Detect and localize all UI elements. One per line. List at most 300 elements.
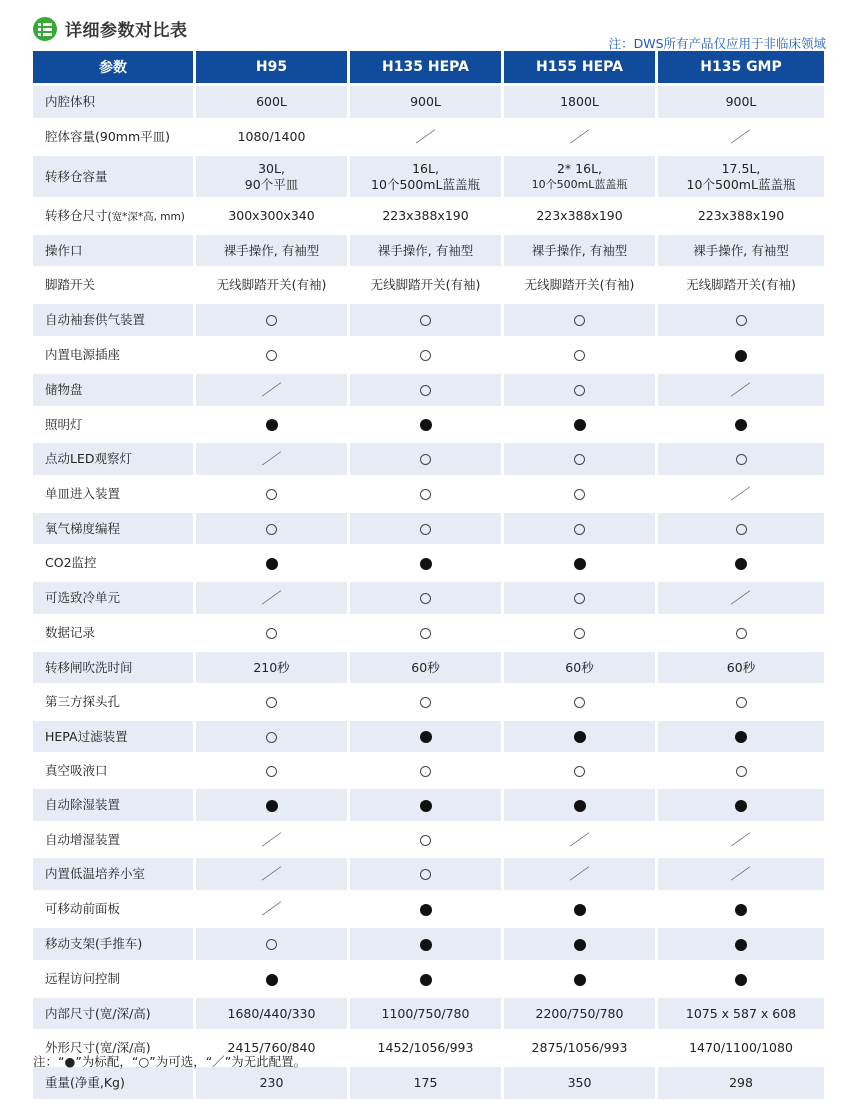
table-cell bbox=[658, 617, 824, 649]
table-row bbox=[33, 200, 824, 232]
optional-open-circle-icon bbox=[266, 697, 277, 708]
standard-filled-dot-icon bbox=[574, 974, 586, 986]
table-cell bbox=[504, 858, 655, 890]
table-cell bbox=[504, 963, 655, 995]
optional-open-circle-icon bbox=[420, 524, 431, 535]
table-header-row bbox=[33, 51, 824, 83]
param-label bbox=[33, 339, 193, 371]
table-cell bbox=[504, 686, 655, 718]
optional-open-circle-icon bbox=[736, 628, 747, 639]
param-label-text: 单皿进入装置 bbox=[45, 486, 121, 501]
not-available-slash-icon: ／ bbox=[730, 830, 752, 849]
table-cell bbox=[658, 547, 824, 579]
cell-value: 2200/750/780 bbox=[535, 1005, 624, 1021]
optional-open-circle-icon bbox=[574, 350, 585, 361]
param-label-text: 真空吸液口 bbox=[45, 762, 108, 778]
table-cell bbox=[196, 789, 347, 821]
not-available-slash-icon: ／ bbox=[730, 865, 752, 884]
table-cell bbox=[504, 582, 655, 614]
table-row bbox=[33, 686, 824, 718]
param-label bbox=[33, 928, 193, 960]
standard-filled-dot-icon bbox=[574, 731, 586, 743]
param-label-text: 内腔体积 bbox=[45, 94, 96, 109]
standard-filled-dot-icon bbox=[574, 939, 586, 951]
cell-value: 223x388x190 bbox=[536, 208, 623, 223]
table-cell bbox=[350, 652, 501, 683]
table-cell bbox=[196, 513, 347, 544]
param-label-text: 照明灯 bbox=[45, 416, 83, 432]
table-row bbox=[33, 156, 824, 197]
cell-value: 1100/750/780 bbox=[381, 1005, 470, 1021]
param-label bbox=[33, 156, 193, 197]
table-cell bbox=[504, 1067, 655, 1099]
param-label-text: 点动LED观察灯 bbox=[45, 451, 132, 466]
table-cell bbox=[504, 156, 655, 197]
table-cell bbox=[504, 928, 655, 960]
table-cell bbox=[350, 304, 501, 336]
param-label-text: 可选致冷单元 bbox=[45, 590, 121, 605]
table-cell bbox=[504, 269, 655, 301]
table-cell bbox=[504, 652, 655, 683]
table-cell bbox=[350, 824, 501, 855]
table-cell bbox=[658, 304, 824, 336]
not-available-slash-icon: ／ bbox=[260, 381, 283, 400]
table-cell bbox=[350, 443, 501, 475]
param-label bbox=[33, 998, 193, 1029]
param-label bbox=[33, 755, 193, 786]
param-label bbox=[33, 443, 193, 475]
param-label-text: 转移仓容量 bbox=[45, 168, 108, 184]
table-row bbox=[33, 86, 824, 118]
table-cell bbox=[658, 928, 824, 960]
table-cell bbox=[658, 582, 824, 614]
param-label-text: 内置电源插座 bbox=[45, 347, 121, 362]
param-label bbox=[33, 409, 193, 440]
optional-open-circle-icon bbox=[736, 315, 747, 326]
cell-value: 2875/1056/993 bbox=[531, 1040, 628, 1055]
not-available-slash-icon: ／ bbox=[260, 830, 283, 849]
optional-open-circle-icon bbox=[266, 524, 277, 535]
param-label bbox=[33, 582, 193, 614]
standard-filled-dot-icon bbox=[735, 904, 747, 916]
standard-filled-dot-icon bbox=[735, 800, 747, 812]
param-label-text: 内部尺寸(宽/深/高) bbox=[45, 1005, 151, 1021]
table-cell bbox=[658, 721, 824, 752]
optional-open-circle-icon bbox=[736, 697, 747, 708]
table-cell bbox=[658, 652, 824, 683]
cell-value: 298 bbox=[729, 1075, 753, 1090]
optional-open-circle-icon bbox=[574, 593, 585, 604]
param-label-text: 外形尺寸(宽/深/高) bbox=[45, 1040, 151, 1055]
standard-filled-dot-icon bbox=[420, 419, 432, 431]
param-label bbox=[33, 652, 193, 683]
cell-value: 2415/760/840 bbox=[227, 1040, 316, 1055]
table-row bbox=[33, 304, 824, 336]
not-available-slash-icon: ／ bbox=[414, 128, 437, 147]
column-header-model: H135 HEPA bbox=[350, 51, 501, 83]
table-row bbox=[33, 121, 824, 153]
cell-value: 无线脚踏开关(有袖) bbox=[216, 277, 327, 292]
table-cell bbox=[504, 304, 655, 336]
optional-open-circle-icon bbox=[420, 385, 431, 396]
not-available-slash-icon: ／ bbox=[730, 589, 752, 608]
standard-filled-dot-icon bbox=[735, 558, 747, 570]
cell-value: 1080/1400 bbox=[237, 129, 306, 144]
table-cell bbox=[658, 339, 824, 371]
table-cell bbox=[196, 547, 347, 579]
cell-line: 90个平皿 bbox=[244, 176, 299, 192]
optional-open-circle-icon bbox=[736, 524, 747, 535]
table-row bbox=[33, 478, 824, 510]
cell-value: 223x388x190 bbox=[382, 208, 469, 223]
table-cell bbox=[504, 86, 655, 118]
table-cell bbox=[196, 374, 347, 406]
table-row bbox=[33, 582, 824, 614]
table-cell bbox=[196, 928, 347, 960]
column-header-model: H95 bbox=[196, 51, 347, 83]
param-label-text: CO2监控 bbox=[45, 555, 97, 570]
cell-value: 600L bbox=[256, 94, 287, 109]
param-label bbox=[33, 121, 193, 153]
param-label-text: 移动支架(手推车) bbox=[45, 936, 143, 951]
cell-line: 2* 16L, bbox=[556, 160, 603, 176]
table-cell bbox=[196, 686, 347, 718]
standard-filled-dot-icon bbox=[266, 558, 278, 570]
table-cell bbox=[658, 1032, 824, 1064]
param-label bbox=[33, 824, 193, 855]
optional-open-circle-icon bbox=[574, 628, 585, 639]
standard-filled-dot-icon bbox=[420, 974, 432, 986]
table-cell bbox=[504, 478, 655, 510]
param-label-text: 自动袖套供气装置 bbox=[45, 312, 146, 327]
table-cell bbox=[350, 374, 501, 406]
optional-open-circle-icon bbox=[420, 315, 431, 326]
param-label-unit: (宽*深*高, mm) bbox=[107, 210, 185, 223]
table-cell bbox=[350, 1032, 501, 1064]
standard-filled-dot-icon bbox=[420, 939, 432, 951]
param-label bbox=[33, 1067, 193, 1099]
table-cell bbox=[350, 86, 501, 118]
param-label-text: 转移仓尺寸 bbox=[45, 207, 108, 223]
table-cell bbox=[350, 686, 501, 718]
table-row bbox=[33, 443, 824, 475]
not-available-slash-icon: ／ bbox=[730, 485, 752, 504]
table-cell bbox=[504, 721, 655, 752]
param-label-text: 内置低温培养小室 bbox=[45, 866, 146, 881]
table-cell bbox=[196, 156, 347, 197]
optional-open-circle-icon bbox=[574, 524, 585, 535]
optional-open-circle-icon bbox=[420, 869, 431, 880]
cell-value: 60秒 bbox=[565, 659, 594, 675]
table-cell bbox=[504, 617, 655, 649]
param-label bbox=[33, 963, 193, 995]
cell-value: 900L bbox=[410, 94, 441, 109]
table-row bbox=[33, 1067, 824, 1099]
table-row bbox=[33, 755, 824, 786]
param-label bbox=[33, 893, 193, 925]
cell-value: 1680/440/330 bbox=[227, 1005, 316, 1021]
optional-open-circle-icon bbox=[574, 454, 585, 465]
optional-open-circle-icon bbox=[736, 454, 747, 465]
param-label bbox=[33, 235, 193, 266]
table-cell bbox=[196, 86, 347, 118]
table-cell bbox=[350, 200, 501, 232]
optional-open-circle-icon bbox=[266, 628, 277, 639]
cell-value: 无线脚踏开关(有袖) bbox=[524, 277, 635, 292]
table-cell bbox=[350, 339, 501, 371]
table-cell bbox=[504, 547, 655, 579]
standard-filled-dot-icon bbox=[735, 419, 747, 431]
standard-filled-dot-icon bbox=[420, 558, 432, 570]
column-header-model: H135 GMP bbox=[658, 51, 824, 83]
table-cell bbox=[350, 617, 501, 649]
table-cell bbox=[350, 409, 501, 440]
cell-line: 10个500mL蓝盖瓶 bbox=[531, 177, 628, 191]
table-cell bbox=[196, 617, 347, 649]
param-label-text: 自动增湿装置 bbox=[45, 831, 121, 847]
table-row bbox=[33, 374, 824, 406]
optional-open-circle-icon bbox=[266, 350, 277, 361]
optional-open-circle-icon bbox=[266, 939, 277, 950]
param-label-text: 操作口 bbox=[45, 242, 83, 258]
table-row bbox=[33, 893, 824, 925]
cell-value: 60秒 bbox=[411, 659, 440, 675]
table-cell bbox=[658, 478, 824, 510]
disclaimer-note: 注：DWS所有产品仅应用于非临床领域 bbox=[608, 36, 826, 51]
table-cell bbox=[504, 409, 655, 440]
not-available-slash-icon: ／ bbox=[730, 381, 752, 400]
optional-open-circle-icon bbox=[420, 350, 431, 361]
table-row bbox=[33, 928, 824, 960]
not-available-slash-icon: ／ bbox=[260, 450, 283, 469]
param-label bbox=[33, 86, 193, 118]
table-cell bbox=[658, 755, 824, 786]
param-label bbox=[33, 200, 193, 232]
table-cell bbox=[504, 374, 655, 406]
table-cell bbox=[504, 235, 655, 266]
standard-filled-dot-icon bbox=[266, 974, 278, 986]
cell-value: 300x300x340 bbox=[228, 208, 315, 223]
cell-value: 1452/1056/993 bbox=[377, 1040, 474, 1055]
param-label bbox=[33, 789, 193, 821]
optional-open-circle-icon bbox=[420, 628, 431, 639]
cell-value: 1470/1100/1080 bbox=[689, 1040, 793, 1055]
table-cell bbox=[504, 755, 655, 786]
table-cell bbox=[196, 824, 347, 855]
table-cell bbox=[350, 858, 501, 890]
table-cell bbox=[658, 443, 824, 475]
table-cell bbox=[504, 824, 655, 855]
cell-value: 1075 x 587 x 608 bbox=[685, 1005, 797, 1021]
table-row bbox=[33, 824, 824, 855]
table-row bbox=[33, 998, 824, 1029]
table-row bbox=[33, 513, 824, 544]
not-available-slash-icon: ／ bbox=[260, 900, 283, 919]
table-row bbox=[33, 721, 824, 752]
table-row bbox=[33, 339, 824, 371]
param-label-text: 氧气梯度编程 bbox=[45, 520, 121, 536]
table-row bbox=[33, 547, 824, 579]
standard-filled-dot-icon bbox=[420, 731, 432, 743]
table-cell bbox=[196, 478, 347, 510]
cell-value: 900L bbox=[725, 94, 757, 109]
param-label bbox=[33, 721, 193, 752]
standard-filled-dot-icon bbox=[266, 800, 278, 812]
optional-open-circle-icon bbox=[736, 766, 747, 777]
optional-open-circle-icon bbox=[266, 315, 277, 326]
not-available-slash-icon: ／ bbox=[730, 128, 752, 147]
table-row bbox=[33, 789, 824, 821]
column-header-model: H155 HEPA bbox=[504, 51, 655, 83]
cell-value: 175 bbox=[413, 1075, 438, 1090]
standard-filled-dot-icon bbox=[574, 800, 586, 812]
table-cell bbox=[196, 409, 347, 440]
table-cell bbox=[658, 269, 824, 301]
table-cell bbox=[350, 721, 501, 752]
cell-value: 裸手操作, 有袖型 bbox=[377, 242, 474, 258]
cell-value: 60秒 bbox=[726, 659, 756, 675]
table-cell bbox=[350, 998, 501, 1029]
param-label-text: 数据记录 bbox=[45, 625, 96, 640]
table-cell bbox=[504, 121, 655, 153]
table-row bbox=[33, 858, 824, 890]
table-cell bbox=[504, 998, 655, 1029]
table-cell bbox=[658, 235, 824, 266]
table-cell bbox=[196, 304, 347, 336]
table-cell bbox=[658, 1067, 824, 1099]
param-label-text: 转移闸吹洗时间 bbox=[45, 659, 133, 675]
optional-open-circle-icon bbox=[574, 315, 585, 326]
table-cell bbox=[196, 963, 347, 995]
table-cell bbox=[196, 269, 347, 301]
param-label bbox=[33, 269, 193, 301]
param-label bbox=[33, 304, 193, 336]
table-cell bbox=[350, 893, 501, 925]
legend-footnote: 注：“●”为标配，“○”为可选，“／”为无此配置。 bbox=[33, 1054, 307, 1069]
cell-value: 裸手操作, 有袖型 bbox=[531, 242, 628, 258]
cell-value: 230 bbox=[259, 1075, 284, 1090]
param-label-text: 腔体容量(90mm平皿) bbox=[45, 129, 171, 144]
cell-line: 10个500mL蓝盖瓶 bbox=[371, 176, 480, 192]
param-label bbox=[33, 513, 193, 544]
param-label bbox=[33, 374, 193, 406]
param-label-text: 第三方探头孔 bbox=[45, 694, 121, 709]
table-cell bbox=[658, 121, 824, 153]
table-cell bbox=[350, 963, 501, 995]
cell-line: 17.5L, bbox=[721, 160, 761, 176]
standard-filled-dot-icon bbox=[574, 419, 586, 431]
optional-open-circle-icon bbox=[266, 489, 277, 500]
table-cell bbox=[196, 721, 347, 752]
table-cell bbox=[658, 200, 824, 232]
table-cell bbox=[196, 998, 347, 1029]
cell-value: 裸手操作, 有袖型 bbox=[223, 242, 320, 258]
optional-open-circle-icon bbox=[574, 489, 585, 500]
cell-value: 1800L bbox=[560, 94, 599, 109]
table-cell bbox=[658, 513, 824, 544]
table-cell bbox=[196, 1067, 347, 1099]
section-header bbox=[33, 16, 188, 41]
table-cell bbox=[196, 235, 347, 266]
table-cell bbox=[658, 858, 824, 890]
cell-value: 350 bbox=[567, 1075, 592, 1090]
table-cell bbox=[350, 547, 501, 579]
table-cell bbox=[658, 893, 824, 925]
param-label-text: 脚踏开关 bbox=[45, 277, 96, 292]
optional-open-circle-icon bbox=[420, 766, 431, 777]
table-cell bbox=[196, 200, 347, 232]
cell-value: 裸手操作, 有袖型 bbox=[693, 242, 789, 258]
table-cell bbox=[658, 963, 824, 995]
table-cell bbox=[658, 86, 824, 118]
cell-value: 无线脚踏开关(有袖) bbox=[686, 277, 796, 292]
table-cell bbox=[658, 686, 824, 718]
table-cell bbox=[350, 269, 501, 301]
table-row bbox=[33, 963, 824, 995]
standard-filled-dot-icon bbox=[420, 904, 432, 916]
standard-filled-dot-icon bbox=[735, 939, 747, 951]
table-cell bbox=[350, 928, 501, 960]
cell-value: 210秒 bbox=[253, 659, 290, 675]
cell-line: 16L, bbox=[412, 160, 439, 176]
not-available-slash-icon: ／ bbox=[260, 589, 283, 608]
standard-filled-dot-icon bbox=[266, 419, 278, 431]
table-cell bbox=[504, 789, 655, 821]
table-row bbox=[33, 617, 824, 649]
standard-filled-dot-icon bbox=[574, 904, 586, 916]
table-cell bbox=[350, 121, 501, 153]
param-label bbox=[33, 858, 193, 890]
cell-value: 无线脚踏开关(有袖) bbox=[370, 277, 481, 292]
param-label bbox=[33, 547, 193, 579]
table-cell bbox=[196, 755, 347, 786]
table-cell bbox=[504, 443, 655, 475]
table-cell bbox=[196, 121, 347, 153]
not-available-slash-icon: ／ bbox=[568, 865, 591, 884]
param-label bbox=[33, 617, 193, 649]
table-cell bbox=[658, 409, 824, 440]
table-row bbox=[33, 269, 824, 301]
page-title: 详细参数对比表 bbox=[65, 21, 188, 41]
table-cell bbox=[504, 513, 655, 544]
table-body bbox=[33, 86, 824, 1099]
standard-filled-dot-icon bbox=[735, 350, 747, 362]
table-cell bbox=[196, 443, 347, 475]
not-available-slash-icon: ／ bbox=[568, 128, 591, 147]
optional-open-circle-icon bbox=[420, 454, 431, 465]
table-row bbox=[33, 235, 824, 266]
table-cell bbox=[196, 582, 347, 614]
table-cell bbox=[196, 652, 347, 683]
table-cell bbox=[196, 893, 347, 925]
cell-line: 10个500mL蓝盖瓶 bbox=[686, 176, 796, 192]
param-label-text: 自动除湿装置 bbox=[45, 797, 121, 812]
table-cell bbox=[658, 824, 824, 855]
optional-open-circle-icon bbox=[420, 593, 431, 604]
table-cell bbox=[196, 858, 347, 890]
table-cell bbox=[350, 789, 501, 821]
table-cell bbox=[658, 374, 824, 406]
table-cell bbox=[350, 1067, 501, 1099]
table-cell bbox=[504, 200, 655, 232]
optional-open-circle-icon bbox=[574, 697, 585, 708]
table-cell bbox=[504, 339, 655, 371]
param-label-text: 可移动前面板 bbox=[45, 901, 121, 916]
table-cell bbox=[350, 513, 501, 544]
param-label-text: 远程访问控制 bbox=[45, 971, 121, 986]
optional-open-circle-icon bbox=[420, 835, 431, 846]
not-available-slash-icon: ／ bbox=[568, 830, 591, 849]
